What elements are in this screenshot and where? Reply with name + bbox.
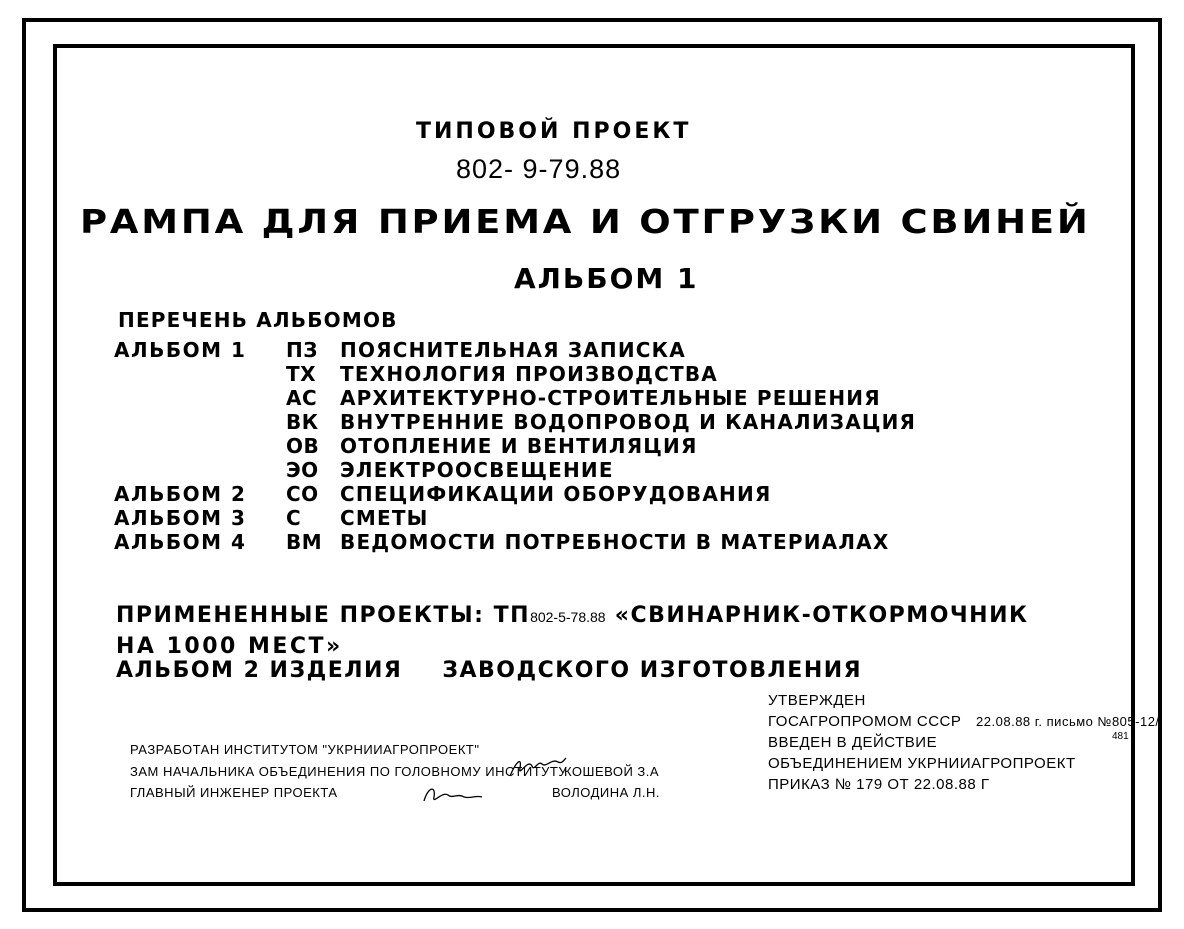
name-cell: ЭЛЕКТРООСВЕЩЕНИЕ [340,458,614,482]
applied-album-line [116,660,862,682]
approval-line-3: ВВЕДЕН В ДЕЙСТВИЕ [768,734,938,751]
developer-line-1: РАЗРАБОТАН ИНСТИТУТОМ "УКРНИИАГРОПРОЕКТ" [130,742,480,757]
code-cell: ВМ [286,530,323,554]
applied-projects-label: ПРИМЕНЕННЫЕ ПРОЕКТЫ: [116,603,485,628]
developer-name-1: КОШЕВОЙ З.А [564,764,660,779]
name-cell: СМЕТЫ [340,506,429,530]
name-cell: СПЕЦИФИКАЦИИ ОБОРУДОВАНИЯ [340,482,772,506]
developer-name-2: ВОЛОДИНА Л.Н. [552,785,661,800]
developer-line-2: ЗАМ НАЧАЛЬНИКА ОБЪЕДИНЕНИЯ ПО ГОЛОВНОМУ ИНСТИТУТУ [130,764,568,779]
album-cell: АЛЬБОМ 2 [114,482,247,506]
code-cell: СО [286,482,319,506]
approval-line-2 [768,714,1160,729]
applied-project-name-cont: НА 1000 МЕСТ» [116,634,343,659]
code-cell: АС [286,386,318,410]
approval-line-1: УТВЕРЖДЕН [768,692,866,709]
name-cell: ТЕХНОЛОГИЯ ПРОИЗВОДСТВА [340,362,718,386]
album-cell: АЛЬБОМ 3 [114,506,247,530]
applied-tp-label: ТП [493,603,531,628]
signature-icon [508,752,568,782]
approval-authority: ГОСАГРОПРОМОМ СССР [768,713,962,730]
project-type-label: ТИПОВОЙ ПРОЕКТ [416,119,692,144]
approval-letter: 22.08.88 г. письмо №805-12/ [976,714,1160,729]
applied-tp-number: 802-5-78.88 [530,609,606,625]
code-cell: ОВ [286,434,320,458]
albums-list-heading: ПЕРЕЧЕНЬ АЛЬБОМОВ [118,308,398,332]
name-cell: ОТОПЛЕНИЕ И ВЕНТИЛЯЦИЯ [340,434,698,458]
name-cell: АРХИТЕКТУРНО-СТРОИТЕЛЬНЫЕ РЕШЕНИЯ [340,386,881,410]
developer-line-3: ГЛАВНЫЙ ИНЖЕНЕР ПРОЕКТА [130,785,338,800]
name-cell: ВЕДОМОСТИ ПОТРЕБНОСТИ В МАТЕРИАЛАХ [340,530,890,554]
project-number: 802- 9-79.88 [456,154,622,184]
code-cell: ЭО [286,458,319,482]
approval-line-4: ОБЪЕДИНЕНИЕМ УКРНИИАГРОПРОЕКТ [768,755,1076,772]
album-cell: АЛЬБОМ 1 [114,338,247,362]
name-cell: ВНУТРЕННИЕ ВОДОПРОВОД И КАНАЛИЗАЦИЯ [340,410,917,434]
approval-line-5: ПРИКАЗ № 179 ОТ 22.08.88 Г [768,776,990,793]
applied-album-rest: ЗАВОДСКОГО ИЗГОТОВЛЕНИЯ [442,658,863,683]
code-cell: ТХ [286,362,317,386]
code-cell: ПЗ [286,338,318,362]
signature-icon [420,783,486,807]
approval-letter-suffix: 481 [1112,731,1129,742]
code-cell: ВК [286,410,319,434]
applied-album-label: АЛЬБОМ 2 ИЗДЕЛИЯ [116,658,403,683]
applied-projects-line [116,605,1029,627]
code-cell: С [286,506,302,530]
album-cell: АЛЬБОМ 4 [114,530,247,554]
project-title: РАМПА ДЛЯ ПРИЕМА И ОТГРУЗКИ СВИНЕЙ [80,202,1091,241]
applied-project-name: «СВИНАРНИК-ОТКОРМОЧНИК [614,603,1029,628]
album-number: АЛЬБОМ 1 [514,262,699,295]
name-cell: ПОЯСНИТЕЛЬНАЯ ЗАПИСКА [340,338,686,362]
